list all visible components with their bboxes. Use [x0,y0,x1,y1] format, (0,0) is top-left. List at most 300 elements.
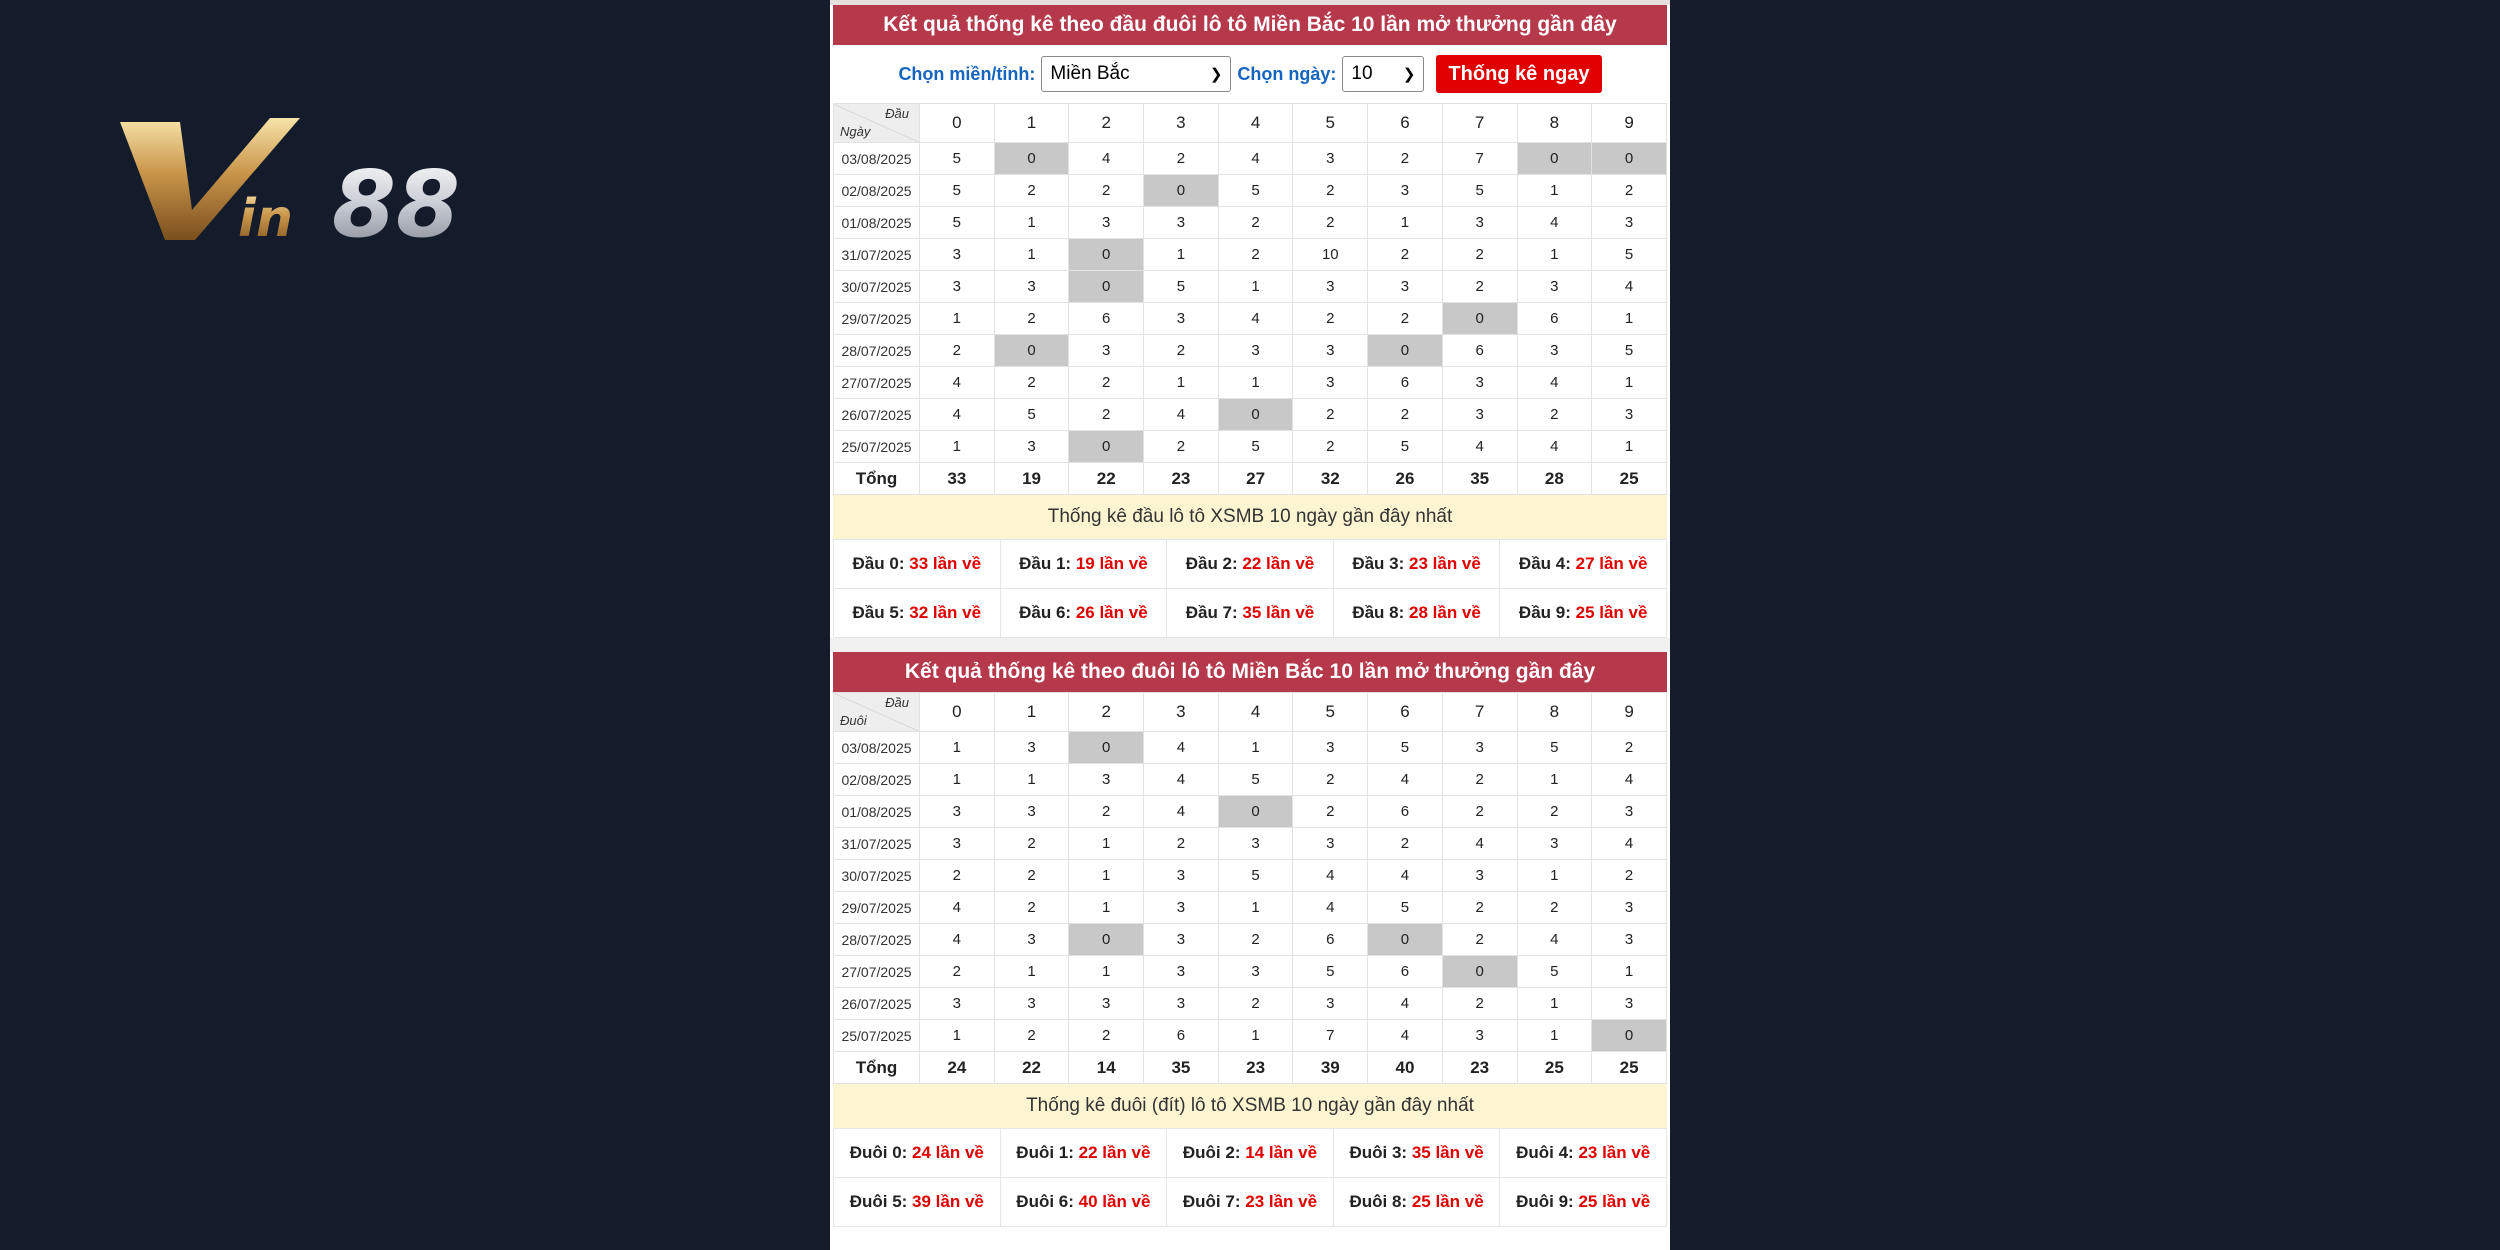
summary-value: 26 lần về [1075,603,1148,622]
count-cell: 5 [1442,175,1517,207]
count-cell: 5 [920,143,995,175]
count-cell: 2 [1069,1020,1144,1052]
count-cell: 3 [1069,764,1144,796]
count-cell: 2 [994,860,1069,892]
days-select-value: 10 [1351,63,1373,84]
count-cell: 4 [1293,860,1368,892]
duoi-section [833,652,1667,1227]
summary-value: 27 lần về [1575,554,1648,573]
count-cell: 2 [1293,796,1368,828]
count-cell: 3 [1592,924,1667,956]
count-cell: 3 [1069,988,1144,1020]
summary-label: Đuôi 5: [849,1192,908,1211]
count-cell: 4 [1368,764,1443,796]
row-date: 03/08/2025 [834,143,920,175]
count-cell: 6 [1517,303,1592,335]
table-row [834,1020,1667,1052]
total-row [834,463,1667,495]
count-cell: 2 [994,367,1069,399]
row-date: 28/07/2025 [834,924,920,956]
count-cell: 0 [1218,399,1293,431]
count-cell: 1 [920,1020,995,1052]
summary-cell [1500,589,1667,638]
count-cell: 5 [1218,860,1293,892]
summary-cell [1167,1129,1334,1178]
corner-label-bottom: Đuôi [840,713,867,728]
region-select[interactable] [1041,56,1231,92]
row-date: 27/07/2025 [834,367,920,399]
count-cell: 5 [1368,892,1443,924]
count-cell: 4 [920,399,995,431]
total-cell: 14 [1069,1052,1144,1084]
count-cell: 3 [1144,892,1219,924]
count-cell: 3 [1442,1020,1517,1052]
table-row [834,303,1667,335]
column-header: 0 [920,104,995,143]
count-cell: 2 [1144,335,1219,367]
count-cell: 1 [920,732,995,764]
column-header: 2 [1069,693,1144,732]
count-cell: 1 [1069,956,1144,988]
summary-label: Đuôi 0: [849,1143,908,1162]
count-cell: 4 [1218,303,1293,335]
count-cell: 2 [1144,143,1219,175]
summary-value: 25 lần về [1578,1192,1651,1211]
days-select[interactable] [1342,56,1424,92]
count-cell: 6 [1368,367,1443,399]
count-cell: 3 [994,924,1069,956]
count-cell: 2 [1218,924,1293,956]
count-cell: 3 [994,271,1069,303]
row-date: 26/07/2025 [834,399,920,431]
count-cell: 0 [1368,924,1443,956]
column-header: 5 [1293,104,1368,143]
count-cell: 4 [1517,367,1592,399]
column-header: 0 [920,693,995,732]
dau-summary-title: Thống kê đầu lô tô XSMB 10 ngày gần đây nhất [833,495,1667,539]
summary-value: 23 lần về [1578,1143,1651,1162]
row-date: 30/07/2025 [834,860,920,892]
count-cell: 5 [1517,732,1592,764]
count-cell: 3 [1218,828,1293,860]
count-cell: 3 [1517,335,1592,367]
count-cell: 10 [1293,239,1368,271]
duoi-section-title: Kết quả thống kê theo đuôi lô tô Miền Bắc 10 lần mở thưởng gần đây [833,652,1667,692]
count-cell: 3 [920,988,995,1020]
column-header: 1 [994,693,1069,732]
summary-row [834,1129,1667,1178]
summary-label: Đầu 7: [1185,603,1238,622]
count-cell: 2 [1368,303,1443,335]
summary-label: Đầu 8: [1352,603,1405,622]
total-cell: 32 [1293,463,1368,495]
column-header: 7 [1442,693,1517,732]
count-cell: 3 [1442,860,1517,892]
count-cell: 2 [920,956,995,988]
header-row [834,693,1667,732]
svg-text:in: in [238,189,293,249]
summary-row [834,589,1667,638]
total-cell: 28 [1517,463,1592,495]
count-cell: 3 [1517,828,1592,860]
summary-label: Đầu 0: [852,554,905,573]
count-cell: 2 [1144,431,1219,463]
submit-stats-button[interactable]: Thống kê ngay [1436,55,1601,93]
count-cell: 3 [1442,367,1517,399]
filter-controls [833,45,1667,103]
corner-label-bottom: Ngày [840,124,871,139]
count-cell: 1 [1144,239,1219,271]
count-cell: 6 [1368,796,1443,828]
count-cell: 4 [920,892,995,924]
total-label: Tổng [834,463,920,495]
header-row [834,104,1667,143]
summary-label: Đầu 1: [1019,554,1072,573]
count-cell: 5 [1368,431,1443,463]
table-row [834,988,1667,1020]
count-cell: 2 [1368,399,1443,431]
duoi-table [833,692,1667,1084]
count-cell: 5 [1592,239,1667,271]
count-cell: 4 [1592,271,1667,303]
count-cell: 4 [920,367,995,399]
days-label: Chọn ngày: [1237,63,1337,84]
summary-label: Đuôi 2: [1182,1143,1241,1162]
count-cell: 4 [1368,860,1443,892]
summary-label: Đuôi 4: [1516,1143,1574,1162]
count-cell: 2 [1218,988,1293,1020]
count-cell: 1 [1517,860,1592,892]
column-header: 8 [1517,693,1592,732]
count-cell: 1 [1592,956,1667,988]
summary-value: 39 lần về [912,1192,984,1211]
count-cell: 6 [1069,303,1144,335]
total-cell: 24 [920,1052,995,1084]
count-cell: 2 [1293,303,1368,335]
count-cell: 3 [1293,271,1368,303]
count-cell: 1 [1592,367,1667,399]
column-header: 6 [1368,693,1443,732]
table-row [834,796,1667,828]
count-cell: 4 [1517,431,1592,463]
row-date: 27/07/2025 [834,956,920,988]
total-cell: 39 [1293,1052,1368,1084]
row-date: 31/07/2025 [834,239,920,271]
total-cell: 25 [1592,1052,1667,1084]
count-cell: 2 [1293,764,1368,796]
total-cell: 23 [1442,1052,1517,1084]
row-date: 26/07/2025 [834,988,920,1020]
count-cell: 3 [1144,303,1219,335]
count-cell: 0 [1218,796,1293,828]
count-cell: 1 [1517,239,1592,271]
column-header: 3 [1144,693,1219,732]
summary-value: 14 lần về [1245,1143,1318,1162]
count-cell: 2 [1069,796,1144,828]
summary-value: 35 lần về [1242,603,1315,622]
summary-cell [1000,589,1167,638]
table-row [834,431,1667,463]
count-cell: 2 [1069,175,1144,207]
count-cell: 4 [1442,431,1517,463]
count-cell: 4 [1368,1020,1443,1052]
count-cell: 5 [1517,956,1592,988]
summary-value: 40 lần về [1078,1192,1151,1211]
count-cell: 4 [1293,892,1368,924]
count-cell: 2 [1592,732,1667,764]
summary-row [834,1178,1667,1227]
summary-cell [834,589,1001,638]
count-cell: 3 [1592,399,1667,431]
count-cell: 6 [1368,956,1443,988]
row-date: 29/07/2025 [834,303,920,335]
count-cell: 2 [1592,175,1667,207]
summary-cell [834,1129,1001,1178]
total-cell: 27 [1218,463,1293,495]
count-cell: 2 [1293,431,1368,463]
corner-header [834,104,920,143]
duoi-summary-title: Thống kê đuôi (đít) lô tô XSMB 10 ngày gần đây nhất [833,1084,1667,1128]
count-cell: 4 [1218,143,1293,175]
column-header: 8 [1517,104,1592,143]
count-cell: 0 [994,143,1069,175]
count-cell: 6 [1442,335,1517,367]
row-date: 02/08/2025 [834,175,920,207]
count-cell: 3 [1592,796,1667,828]
count-cell: 3 [1293,367,1368,399]
dau-table [833,103,1667,495]
count-cell: 3 [920,828,995,860]
count-cell: 2 [1442,271,1517,303]
count-cell: 3 [1442,207,1517,239]
count-cell: 2 [1517,399,1592,431]
summary-label: Đuôi 6: [1016,1192,1074,1211]
total-cell: 22 [994,1052,1069,1084]
summary-cell [1000,1129,1167,1178]
count-cell: 2 [1293,399,1368,431]
count-cell: 2 [1069,399,1144,431]
count-cell: 2 [1144,828,1219,860]
summary-value: 22 lần về [1242,554,1315,573]
count-cell: 2 [994,303,1069,335]
table-row [834,828,1667,860]
corner-label-top: Đầu [885,695,909,710]
count-cell: 1 [1218,1020,1293,1052]
count-cell: 1 [1517,988,1592,1020]
table-row [834,143,1667,175]
count-cell: 4 [1592,828,1667,860]
count-cell: 4 [920,924,995,956]
summary-label: Đầu 9: [1518,603,1571,622]
summary-cell [1333,1129,1500,1178]
summary-value: 23 lần về [1245,1192,1318,1211]
count-cell: 3 [1368,175,1443,207]
chevron-down-icon: ❯ [1402,66,1416,83]
count-cell: 4 [1069,143,1144,175]
count-cell: 4 [1144,764,1219,796]
count-cell: 3 [1592,892,1667,924]
total-cell: 26 [1368,463,1443,495]
count-cell: 1 [994,207,1069,239]
count-cell: 3 [1517,271,1592,303]
count-cell: 5 [920,207,995,239]
summary-label: Đuôi 7: [1182,1192,1241,1211]
count-cell: 4 [1144,399,1219,431]
count-cell: 3 [1144,924,1219,956]
count-cell: 1 [1592,431,1667,463]
table-row [834,732,1667,764]
count-cell: 5 [1592,335,1667,367]
chevron-down-icon: ❯ [1209,66,1223,83]
count-cell: 3 [920,271,995,303]
count-cell: 2 [1069,367,1144,399]
row-date: 25/07/2025 [834,1020,920,1052]
count-cell: 2 [920,335,995,367]
table-row [834,335,1667,367]
table-row [834,271,1667,303]
count-cell: 1 [920,764,995,796]
count-cell: 6 [1144,1020,1219,1052]
summary-value: 32 lần về [909,603,982,622]
count-cell: 1 [1218,732,1293,764]
dau-section-title: Kết quả thống kê theo đầu đuôi lô tô Miền Bắc 10 lần mở thưởng gần đây [833,5,1667,45]
count-cell: 0 [994,335,1069,367]
table-row [834,239,1667,271]
count-cell: 2 [1442,239,1517,271]
summary-cell [1000,540,1167,589]
count-cell: 4 [1144,732,1219,764]
count-cell: 1 [1069,892,1144,924]
count-cell: 0 [1069,924,1144,956]
count-cell: 0 [1592,1020,1667,1052]
count-cell: 2 [1442,892,1517,924]
count-cell: 2 [1442,796,1517,828]
count-cell: 2 [1218,239,1293,271]
row-date: 01/08/2025 [834,796,920,828]
count-cell: 7 [1442,143,1517,175]
column-header: 4 [1218,693,1293,732]
column-header: 6 [1368,104,1443,143]
summary-value: 24 lần về [912,1143,984,1162]
summary-cell [1333,589,1500,638]
count-cell: 0 [1144,175,1219,207]
table-row [834,892,1667,924]
table-row [834,860,1667,892]
summary-label: Đầu 2: [1185,554,1238,573]
column-header: 9 [1592,104,1667,143]
summary-label: Đuôi 3: [1349,1143,1408,1162]
table-row [834,367,1667,399]
summary-value: 25 lần về [1411,1192,1484,1211]
count-cell: 3 [994,796,1069,828]
count-cell: 3 [1293,828,1368,860]
count-cell: 3 [994,732,1069,764]
count-cell: 2 [994,1020,1069,1052]
summary-value: 35 lần về [1411,1143,1484,1162]
column-header: 9 [1592,693,1667,732]
count-cell: 3 [1069,207,1144,239]
count-cell: 1 [1218,892,1293,924]
count-cell: 2 [1517,796,1592,828]
summary-cell [1000,1178,1167,1227]
column-header: 2 [1069,104,1144,143]
column-header: 4 [1218,104,1293,143]
row-date: 03/08/2025 [834,732,920,764]
column-header: 7 [1442,104,1517,143]
summary-cell [1167,540,1334,589]
count-cell: 2 [1293,175,1368,207]
count-cell: 1 [1144,367,1219,399]
count-cell: 2 [994,175,1069,207]
column-header: 5 [1293,693,1368,732]
total-cell: 23 [1218,1052,1293,1084]
summary-cell [1167,1178,1334,1227]
table-row [834,207,1667,239]
count-cell: 1 [994,956,1069,988]
summary-cell [834,1178,1001,1227]
count-cell: 1 [994,764,1069,796]
count-cell: 4 [1442,828,1517,860]
summary-value: 23 lần về [1409,554,1481,573]
count-cell: 2 [1368,143,1443,175]
count-cell: 3 [994,988,1069,1020]
count-cell: 3 [1293,335,1368,367]
count-cell: 3 [1592,207,1667,239]
summary-value: 19 lần về [1075,554,1148,573]
total-cell: 35 [1442,463,1517,495]
svg-text:88: 88 [332,151,461,250]
summary-cell [1500,1129,1667,1178]
summary-cell [834,540,1001,589]
row-date: 31/07/2025 [834,828,920,860]
count-cell: 0 [1442,956,1517,988]
count-cell: 3 [994,431,1069,463]
count-cell: 0 [1069,431,1144,463]
count-cell: 1 [1069,860,1144,892]
count-cell: 1 [1368,207,1443,239]
summary-cell [1500,540,1667,589]
count-cell: 5 [994,399,1069,431]
count-cell: 0 [1069,239,1144,271]
total-cell: 33 [920,463,995,495]
duoi-summary-table [833,1128,1667,1227]
column-header: 3 [1144,104,1219,143]
summary-label: Đuôi 9: [1516,1192,1574,1211]
total-cell: 25 [1517,1052,1592,1084]
count-cell: 2 [1442,988,1517,1020]
count-cell: 3 [1144,956,1219,988]
region-label: Chọn miền/tỉnh: [898,63,1036,84]
count-cell: 3 [1293,143,1368,175]
count-cell: 0 [1517,143,1592,175]
summary-value: 28 lần về [1409,603,1481,622]
total-cell: 40 [1368,1052,1443,1084]
summary-cell [1167,589,1334,638]
table-row [834,924,1667,956]
count-cell: 0 [1069,271,1144,303]
column-header: 1 [994,104,1069,143]
total-cell: 23 [1144,463,1219,495]
row-date: 02/08/2025 [834,764,920,796]
count-cell: 5 [1218,431,1293,463]
summary-value: 25 lần về [1575,603,1648,622]
count-cell: 3 [1442,399,1517,431]
total-cell: 25 [1592,463,1667,495]
count-cell: 1 [994,239,1069,271]
count-cell: 6 [1293,924,1368,956]
count-cell: 2 [1442,764,1517,796]
count-cell: 2 [1517,892,1592,924]
